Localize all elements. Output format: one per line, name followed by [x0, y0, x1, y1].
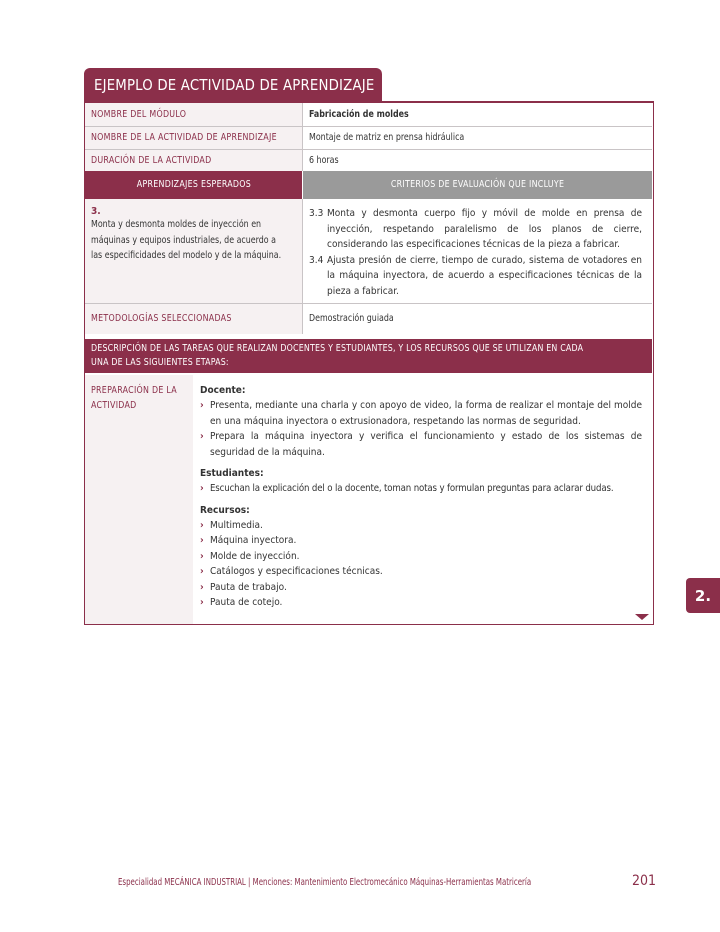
estudiantes-title: Estudiantes:: [200, 468, 264, 479]
learning-outcome-text: Monta y desmonta moldes de inyección en máquinas y equipos industriales, de acuerdo a las especificidades del modelo y de la máquina.: [91, 219, 282, 261]
duration-label: DURACIÓN DE LA ACTIVIDAD: [85, 150, 303, 171]
recurso-item: › Máquina inyectora.: [200, 533, 642, 549]
page-footer: [118, 873, 658, 889]
chevron-right-icon: ›: [200, 581, 204, 593]
recurso-item: › Pauta de cotejo.: [200, 595, 642, 611]
recursos-title: Recursos:: [200, 504, 250, 516]
stage-label-cell: [85, 375, 193, 624]
docente-item: › Prepara la máquina inyectora y verifica el funcionamiento y estado de los sistemas de seguridad de la máquina.: [200, 429, 642, 460]
criterios-header: CRITERIOS DE EVALUACIÓN QUE INCLUYE: [303, 171, 652, 199]
chevron-right-icon: ›: [200, 597, 204, 608]
chapter-tab: [686, 578, 720, 613]
footer-text: Especialidad MECÁNICA INDUSTRIAL | Menciones: Mantenimiento Electromecánico Máquinas-Herramientas Matricería: [118, 877, 532, 888]
criterion-text: Monta y desmonta cuerpo fijo y móvil de molde en prensa de inyección, respetando paralelismo de los planos de cierre, considerando las especificaciones técnicas de la pieza a fabricar.: [327, 208, 642, 250]
chevron-right-icon: ›: [200, 550, 204, 562]
criteria-cell: [303, 199, 652, 303]
criterion-number: 3.4: [309, 254, 324, 266]
estudiantes-item: › Escuchan la explicación del o la docente, toman notas y formulan preguntas para aclarar dudas.: [200, 481, 642, 497]
chevron-right-icon: ›: [200, 483, 204, 494]
activity-name-label: NOMBRE DE LA ACTIVIDAD DE APRENDIZAJE: [85, 127, 303, 149]
learning-outcome-number: 3.: [91, 206, 101, 217]
stage-label: PREPARACIÓN DE LA ACTIVIDAD: [91, 385, 177, 411]
tasks-description-header: DESCRIPCIÓN DE LAS TAREAS QUE REALIZAN DOCENTES Y ESTUDIANTES, Y LOS RECURSOS QUE SE UTILIZAN EN CADA UNA DE LAS SIGUIENTES ETAPAS:: [85, 339, 652, 373]
criterion-number: 3.3: [309, 208, 324, 219]
recurso-item: › Catálogos y especificaciones técnicas.: [200, 564, 642, 580]
activity-name-row: [85, 127, 652, 149]
chevron-right-icon: ›: [200, 519, 204, 531]
chevron-right-icon: ›: [200, 431, 204, 442]
criterion-text: Ajusta presión de cierre, tiempo de curado, sistema de votadores en la máquina inyectora, de acuerdo a especificaciones técnicas de la pieza a fabricar.: [327, 254, 642, 297]
stage-content: [193, 375, 652, 624]
duration-row: [85, 150, 652, 171]
module-name-value: Fabricación de moldes: [309, 109, 409, 120]
docente-title: Docente:: [200, 385, 246, 396]
duration-value: 6 horas: [309, 155, 339, 166]
activity-title-tab: [84, 68, 382, 101]
columns-header-row: [85, 171, 652, 199]
module-name-row: [85, 103, 652, 126]
chevron-right-icon: ›: [200, 566, 204, 577]
module-name-label: NOMBRE DEL MÓDULO: [85, 103, 303, 126]
activity-title: EJEMPLO DE ACTIVIDAD DE APRENDIZAJE: [94, 75, 375, 94]
chevron-right-icon: ›: [200, 400, 204, 411]
chapter-number: 2.: [694, 586, 712, 605]
aprendizajes-header: APRENDIZAJES ESPERADOS: [85, 171, 303, 199]
chevron-right-icon: ›: [200, 535, 204, 546]
recurso-item: › Molde de inyección.: [200, 549, 642, 565]
learning-outcome-row: [85, 199, 652, 303]
criterion-item: [309, 206, 642, 253]
activity-table: [84, 101, 654, 625]
methodology-row: [85, 304, 652, 334]
continue-down-arrow-icon: [635, 614, 649, 620]
learning-outcome-cell: [85, 199, 303, 303]
docente-item: › Presenta, mediante una charla y con apoyo de video, la forma de realizar el montaje del molde en una máquina inyectora o extrusionadora, respetando las normas de seguridad.: [200, 398, 642, 429]
page-number: 201: [631, 873, 656, 889]
recurso-item: › Pauta de trabajo.: [200, 580, 642, 596]
activity-name-value: Montaje de matriz en prensa hidráulica: [309, 132, 465, 143]
methodology-value: Demostración guiada: [309, 313, 394, 324]
methodology-label: METODOLOGÍAS SELECCIONADAS: [85, 304, 303, 334]
criterion-item: [309, 253, 642, 300]
stage-row: [85, 375, 652, 624]
recurso-item: › Multimedia.: [200, 518, 642, 534]
